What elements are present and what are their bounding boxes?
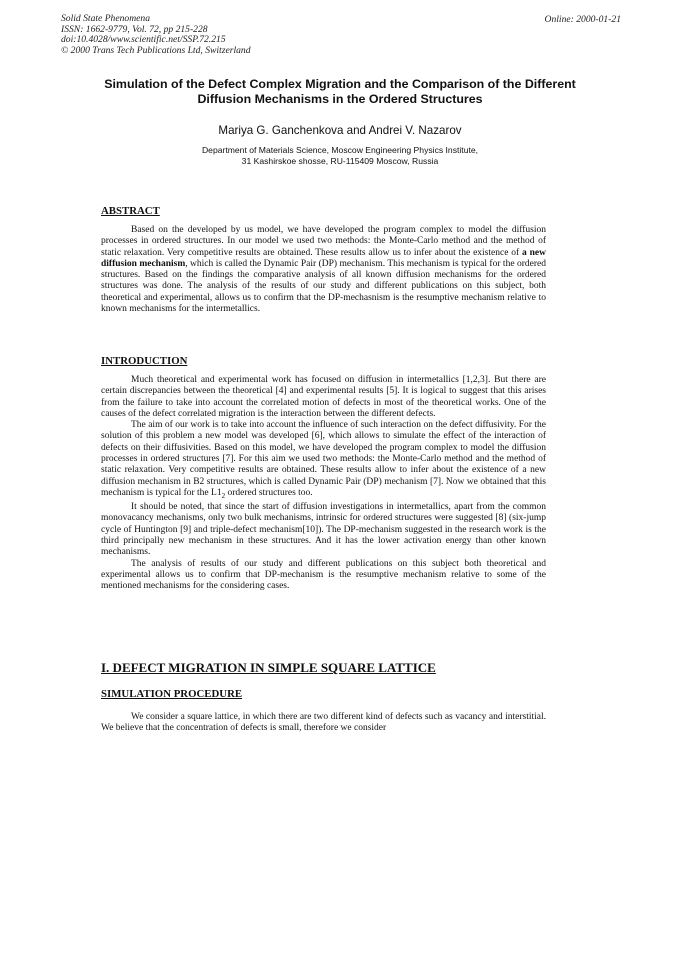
paper-authors: Mariya G. Ganchenkova and Andrei V. Nazarov	[218, 124, 462, 137]
copyright-line: © 2000 Trans Tech Publications Ltd, Switzerland	[61, 45, 251, 57]
intro-paragraph-3: It should be noted, that since the start of diffusion investigations in intermetallics, apart from the common monovacancy mechanisms, only two bulk mechanisms, intrinsic for ordered structures were suggested [8] (six-jump cycle of Huntington [9] and triple-defect mechanism[10]). The DP-mechanism suggested in the research work is the third principally new mechanism in these structures. And it has the lower activation energy than other known mechanisms.	[101, 502, 546, 558]
paper-title: Simulation of the Defect Complex Migration and the Comparison of the Different Diffusion Mechanisms in the Ordered Structures	[104, 77, 576, 107]
journal-name: Solid State Phenomena	[61, 13, 150, 24]
intro-paragraph-2	[101, 420, 546, 502]
affiliation-line-1: Department of Materials Science, Moscow Engineering Physics Institute,	[201, 145, 479, 155]
introduction-section	[101, 355, 546, 593]
intro-p2-subscript: 2	[221, 491, 226, 500]
abstract-section	[101, 205, 546, 315]
online-date: Online: 2000-01-21	[544, 14, 621, 25]
simulation-procedure-heading: SIMULATION PROCEDURE	[101, 688, 243, 700]
abstract-text-end: , which is called the Dynamic Pair (DP) mechanism. This mechanism is typical for the ordered structures. Based on the findings the comparative analysis of all known diffusion mechanisms for the ordered structures was done. The analysis of the results of our study and different publications on this subject, both theoretical and experimental, allows us to confirm that the DP-mechasnism is the resumptive mechanism relative to known mechanisms for the intermetallics.	[101, 258, 546, 315]
page-header	[61, 14, 621, 64]
doi-line: doi:10.4028/www.scientific.net/SSP.72.215	[61, 34, 226, 46]
intro-paragraph-1: Much theoretical and experimental work has focused on diffusion in intermetallics [1,2,3]. But there are certain discrepancies between the theoretical [4] and experimental results [5]. It is logical to suggest that this arises from the failure to take into account the correlated motion of defects in most of the theoretical works. One of the causes of the defect correlated migration is the interaction between the different defects.	[101, 375, 546, 419]
intro-paragraph-4: The analysis of results of our study and different publications on this subject both theoretical and experimental allows us to confirm that DP-mechanism is the resumptive mechanism relative to some of the mentioned mechanisms for the considering cases.	[101, 558, 546, 592]
intro-p2-text-end: ordered structures too.	[225, 487, 313, 498]
abstract-heading: ABSTRACT	[101, 205, 160, 217]
abstract-bold-phrase: a new diffusion mechanism	[101, 247, 546, 269]
issn-line: ISSN: 1662-9779, Vol. 72, pp 215-228	[61, 23, 208, 35]
intro-p2-text: The aim of our work is to take into account the influence of such interaction on the defect diffusivity. For the solution of this problem a new model was developed [6], which allows to simulate the effect of the interaction of defects on their diffusivities. Based on this model, we have developed the program complex to model the diffusion processes in ordered structures [7]. For this aim we used two methods: the Monte-Carlo method and the method of static relaxation. Very competitive results are obtained. These results allow to infer about the existence of a new diffusion mechanism in B2 structures, which is called Dynamic Pair (DP) mechanism [7]. Now we obtained that this mechanism is typical for the L1	[101, 420, 546, 498]
section-1	[101, 660, 546, 735]
section-1-heading: I. DEFECT MIGRATION IN SIMPLE SQUARE LATTICE	[101, 660, 436, 675]
introduction-heading: INTRODUCTION	[101, 355, 188, 367]
abstract-paragraph	[101, 225, 546, 315]
affiliation-line-2: 31 Kashirskoe shosse, RU-115409 Moscow, Russia	[241, 156, 439, 166]
section-1-paragraph-1: We consider a square lattice, in which there are two different kind of defects such as vacancy and interstitial. We believe that the concentration of defects is small, therefore we consider	[101, 712, 546, 734]
abstract-text-start: Based on the developed by us model, we have developed the program complex to model the diffusion processes in ordered structures. In our model we used two methods: the Monte-Carlo method and the method of static relaxation. Very competitive results are obtained. These results allow us to infer about the existence of	[101, 225, 546, 258]
affiliation	[90, 145, 590, 167]
